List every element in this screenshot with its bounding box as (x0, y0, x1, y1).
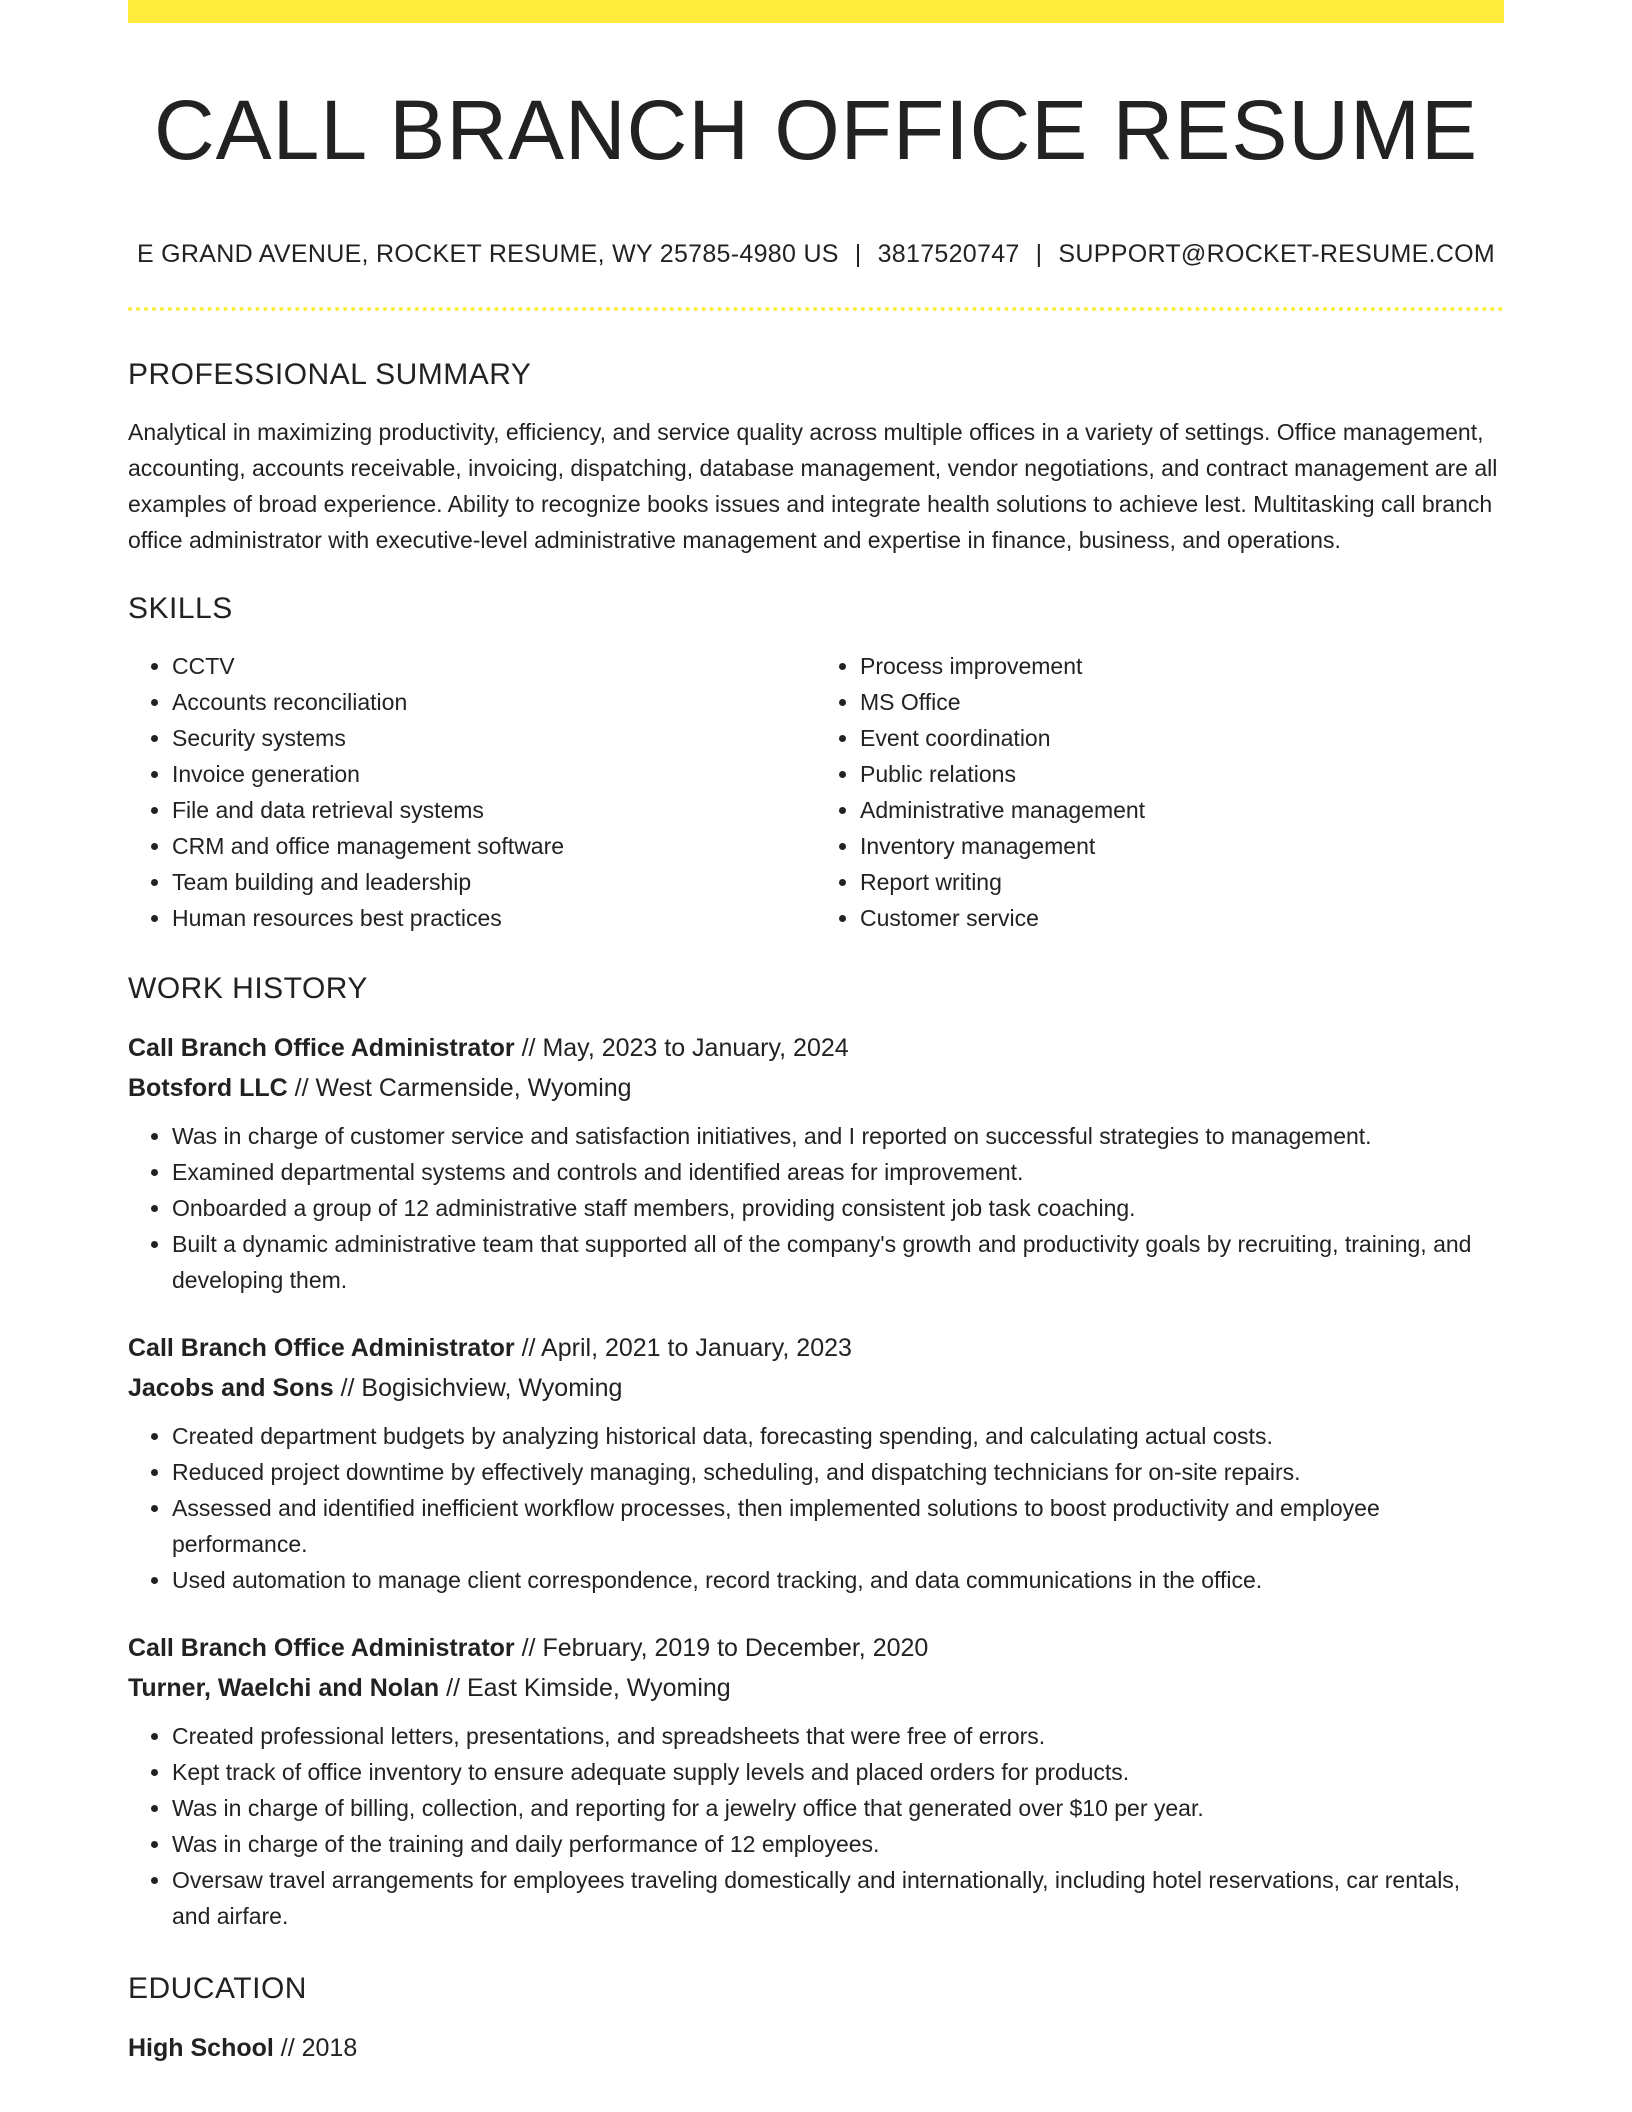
job-bullet: • Used automation to manage client correspondence, record tracking, and data communications in the office. (172, 1562, 1504, 1598)
job-bullet: • Created department budgets by analyzing historical data, forecasting spending, and calculating actual costs. (172, 1418, 1504, 1454)
skill-item: • Human resources best practices (172, 900, 816, 936)
job-role-line (128, 1628, 1504, 1668)
job-bullet: • Created professional letters, presentations, and spreadsheets that were free of errors. (172, 1718, 1504, 1754)
job-bullet: • Built a dynamic administrative team that supported all of the company's growth and productivity goals by recruiting, training, and developing them. (172, 1226, 1504, 1298)
job-location: // West Carmenside, Wyoming (287, 1074, 632, 1102)
job-dates: // February, 2019 to December, 2020 (514, 1634, 929, 1662)
education-heading: EDUCATION (128, 1972, 307, 2005)
job-role-line (128, 1328, 1504, 1368)
job-role: Call Branch Office Administrator (128, 1634, 515, 1662)
job-role: Call Branch Office Administrator (128, 1334, 515, 1362)
skill-item: • Report writing (860, 864, 1504, 900)
job-bullet: • Onboarded a group of 12 administrative staff members, providing consistent job task coaching. (172, 1190, 1504, 1226)
job-company-line (128, 1068, 1504, 1108)
education-entry (128, 2028, 1504, 2068)
skill-item: • Event coordination (860, 720, 1504, 756)
resume-content (128, 350, 1504, 2068)
job-bullet: • Reduced project downtime by effectively managing, scheduling, and dispatching technicians for on-site repairs. (172, 1454, 1504, 1490)
skill-item: • Inventory management (860, 828, 1504, 864)
job-bullet: • Was in charge of billing, collection, and reporting for a jewelry office that generated over $10 per year. (172, 1790, 1504, 1826)
skills-column-left (128, 648, 816, 936)
dotted-divider (128, 307, 1504, 311)
work-history-heading: WORK HISTORY (128, 972, 368, 1005)
skill-item: • CCTV (172, 648, 816, 684)
contact-separator: | (854, 240, 862, 268)
job-bullet: • Kept track of office inventory to ensure adequate supply levels and placed orders for products. (172, 1754, 1504, 1790)
job-entry (128, 1328, 1504, 1598)
skill-item: • Security systems (172, 720, 816, 756)
job-company: Botsford LLC (128, 1074, 288, 1102)
summary-text: Analytical in maximizing productivity, efficiency, and service quality across multiple offices in a variety of settings. Office management, accounting, accounts receivable, invoicing, dispatching, database management, vendor negotiations, and contract management are all examples of broad experience. Ability to recognize books issues and integrate health solutions to achieve lest. Multitasking call branch office administrator with executive-level administrative management and expertise in finance, business, and operations. (128, 419, 1498, 553)
skill-item: • File and data retrieval systems (172, 792, 816, 828)
job-bullet: • Examined departmental systems and controls and identified areas for improvement. (172, 1154, 1504, 1190)
job-bullet: • Oversaw travel arrangements for employees traveling domestically and internationally, including hotel reservations, car rentals, and airfare. (172, 1862, 1504, 1934)
job-bullets (128, 1118, 1504, 1298)
skill-item: • Process improvement (860, 648, 1504, 684)
contact-line (128, 236, 1504, 272)
job-bullet: • Was in charge of customer service and satisfaction initiatives, and I reported on successful strategies to management. (172, 1118, 1504, 1154)
education-year: // 2018 (273, 2034, 358, 2062)
job-role-line (128, 1028, 1504, 1068)
job-company: Turner, Waelchi and Nolan (128, 1674, 440, 1702)
job-dates: // May, 2023 to January, 2024 (514, 1034, 849, 1062)
job-company-line (128, 1368, 1504, 1408)
contact-phone: 3817520747 (877, 240, 1020, 268)
job-bullets (128, 1418, 1504, 1598)
skills-list (128, 648, 1504, 936)
skill-item: • Accounts reconciliation (172, 684, 816, 720)
summary-heading: PROFESSIONAL SUMMARY (128, 358, 532, 391)
skill-item: • Customer service (860, 900, 1504, 936)
resume-title: CALL BRANCH OFFICE RESUME (153, 83, 1479, 177)
skills-column-right (816, 648, 1504, 936)
contact-address: E GRAND AVENUE, ROCKET RESUME, WY 25785-4980 US (136, 240, 839, 268)
job-role: Call Branch Office Administrator (128, 1034, 515, 1062)
skill-item: • Invoice generation (172, 756, 816, 792)
skill-item: • Administrative management (860, 792, 1504, 828)
job-entry (128, 1628, 1504, 1934)
job-company-line (128, 1668, 1504, 1708)
skill-item: • Team building and leadership (172, 864, 816, 900)
job-bullet: • Assessed and identified inefficient workflow processes, then implemented solutions to boost productivity and employee performance. (172, 1490, 1504, 1562)
skill-item: • CRM and office management software (172, 828, 816, 864)
contact-separator: | (1035, 240, 1043, 268)
job-dates: // April, 2021 to January, 2023 (514, 1334, 852, 1362)
job-bullet: • Was in charge of the training and daily performance of 12 employees. (172, 1826, 1504, 1862)
job-entry (128, 1028, 1504, 1298)
skill-item: • MS Office (860, 684, 1504, 720)
job-company: Jacobs and Sons (128, 1374, 334, 1402)
job-bullets (128, 1718, 1504, 1934)
education-school: High School (128, 2034, 274, 2062)
accent-top-bar (128, 0, 1504, 23)
skill-item: • Public relations (860, 756, 1504, 792)
job-location: // Bogisichview, Wyoming (333, 1374, 623, 1402)
contact-email[interactable]: SUPPORT@ROCKET-RESUME.COM (1058, 240, 1496, 268)
job-location: // East Kimside, Wyoming (439, 1674, 731, 1702)
skills-heading: SKILLS (128, 592, 233, 625)
